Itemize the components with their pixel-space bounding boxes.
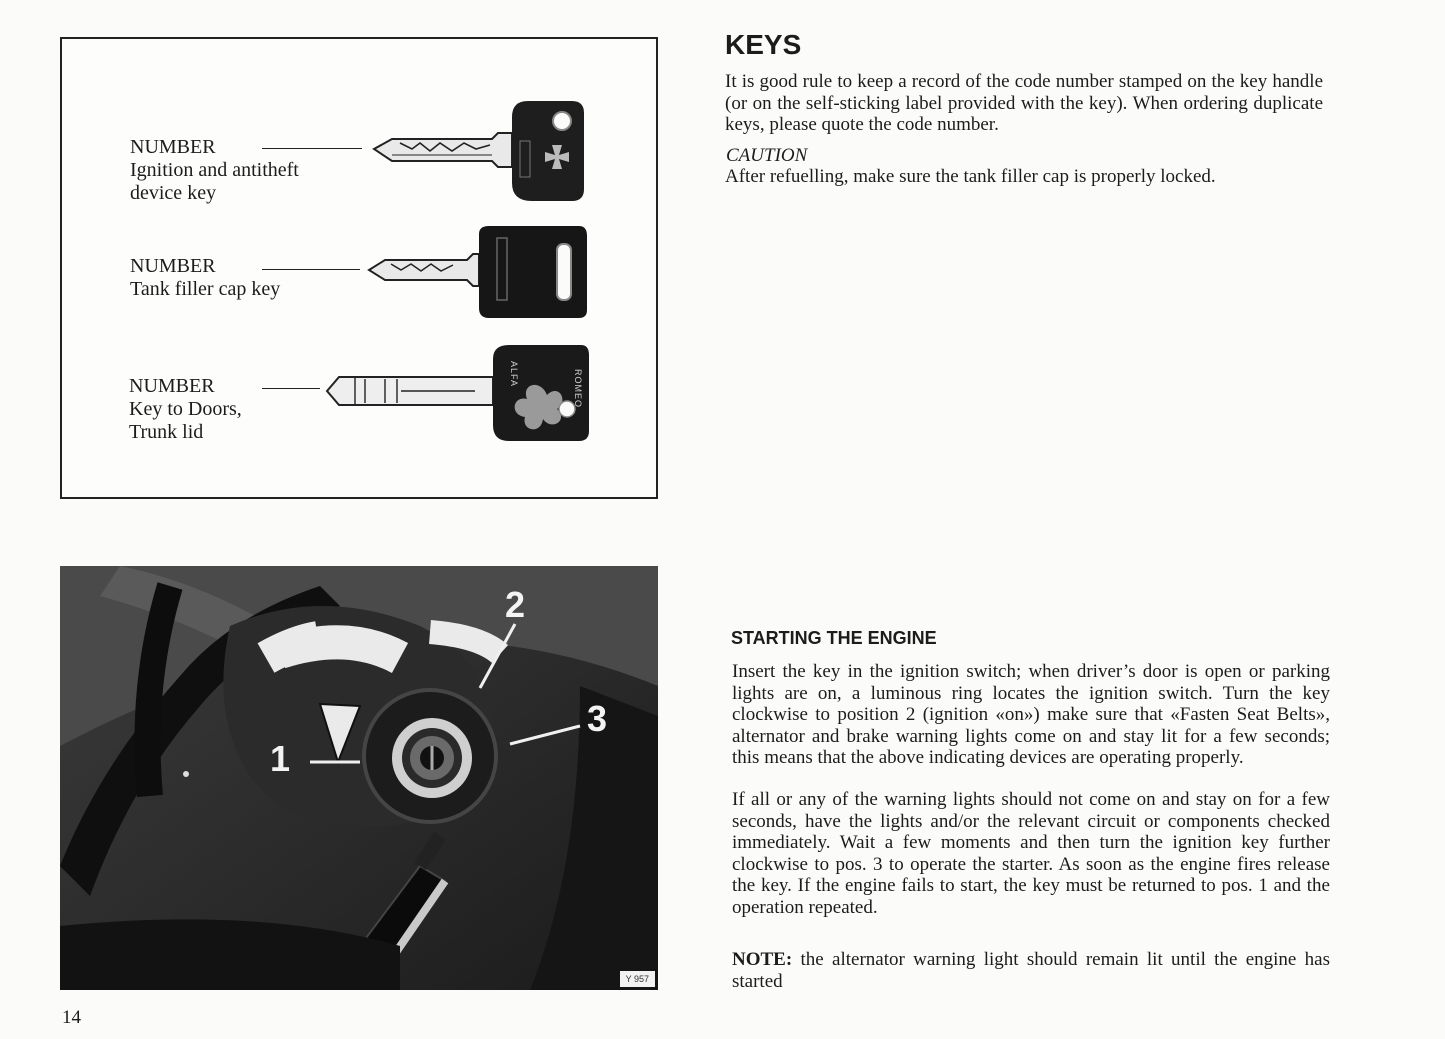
tank-cap-key-icon — [367, 224, 592, 322]
callout-2: 2 — [505, 584, 526, 625]
key-description: Tank filler cap key — [130, 278, 281, 300]
keys-heading: KEYS — [725, 29, 802, 60]
leader-line — [262, 388, 320, 389]
starting-paragraph-1: Insert the key in the ignition switch; when driver’s door is open or parking lights are on, a luminous ring locates the ignition switch. Turn the key clockwise to position 2 (ignition «on») make sure that «Fasten Seat Belts», alternator and brake warning lights come on and stay lit for a few seconds; this means that the above indicating devices are operating properly. — [732, 661, 1330, 768]
keys-figure — [60, 37, 658, 499]
leader-line — [262, 148, 362, 149]
note-text: the alternator warning light should remain lit until the engine has started — [732, 949, 1330, 992]
key-description: device key — [130, 182, 217, 204]
note-paragraph — [732, 949, 1330, 992]
page-number: 14 — [62, 1007, 81, 1028]
keys-body: It is good rule to keep a record of the code number stamped on the key handle (or on the self-sticking label provided with the key). When ordering duplicate keys, please quote the code number. — [725, 71, 1323, 135]
number-label: NUMBER — [129, 375, 215, 397]
door-key-icon — [325, 339, 593, 445]
number-label: NUMBER — [130, 136, 216, 158]
caution-text: After refuelling, make sure the tank filler cap is properly locked. — [725, 166, 1216, 187]
callout-3: 3 — [587, 698, 608, 739]
key-description: Trunk lid — [129, 421, 204, 443]
key-label-doors — [129, 375, 242, 444]
caution-label: CAUTION — [726, 145, 808, 166]
number-label: NUMBER — [130, 255, 216, 277]
starting-paragraph-2: If all or any of the warning lights should not come on and stay on for a few seconds, have the lights and/or the relevant circuit or components checked immediately. Wait a few moments and then turn the ignition key further clockwise to pos. 3 to operate the starter. As soon as the engine fires release the key. If the engine fails to start, the key must be returned to pos. 1 and the operation repeated. — [732, 789, 1330, 918]
ignition-photo — [60, 566, 658, 990]
ignition-key-icon — [372, 97, 587, 205]
figure-code: Y 957 — [620, 971, 655, 987]
callout-1: 1 — [270, 738, 291, 779]
key-brand-text: ROMEO — [573, 369, 583, 409]
note-label: NOTE: — [732, 949, 793, 970]
key-label-tank-cap — [130, 255, 280, 301]
leader-line — [262, 269, 360, 270]
starting-heading: STARTING THE ENGINE — [731, 628, 937, 648]
key-label-ignition — [130, 136, 299, 205]
key-description: Key to Doors, — [129, 398, 242, 420]
ignition-switch-image — [60, 566, 658, 990]
key-description: Ignition and antitheft — [130, 159, 299, 181]
key-brand-text: ALFA — [509, 361, 519, 388]
